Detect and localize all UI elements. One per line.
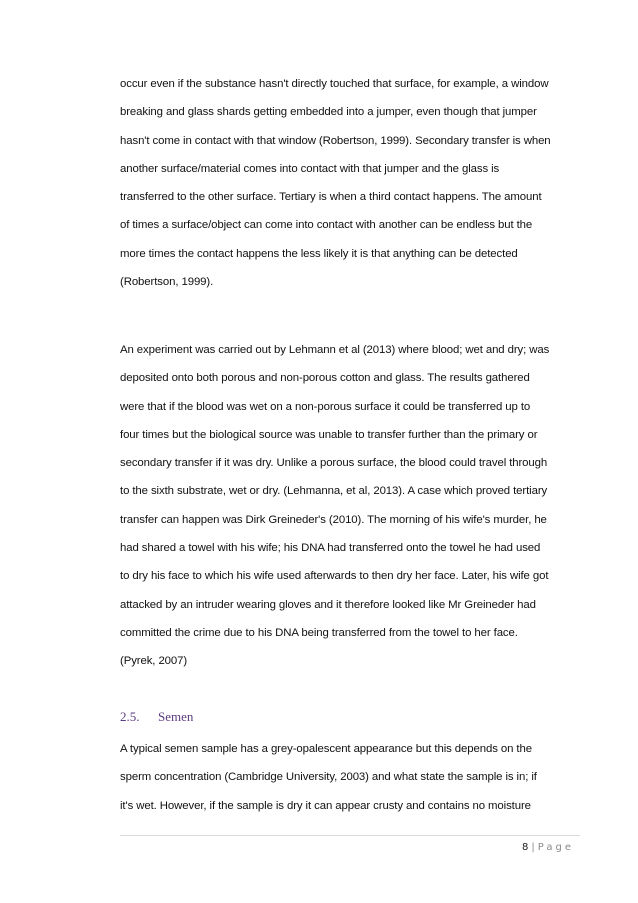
text-line: secondary transfer if it was dry. Unlike a porous surface, the blood could travel through — [120, 457, 548, 470]
text-line: to dry his face to which his wife used afterwards to then dry her face. Later, his wife got — [120, 570, 549, 583]
text-line: committed the crime due to his DNA being transferred from the towel to her face. — [120, 626, 518, 639]
text-line: deposited onto both porous and non-porous cotton and glass. The results gathered — [120, 372, 530, 385]
text-line: (Robertson, 1999). — [120, 276, 214, 289]
paragraph-lehmann-experiment — [120, 343, 580, 683]
text-line: four times but the biological source was unable to transfer further than the primary or — [120, 428, 538, 441]
text-line: were that if the blood was wet on a non-porous surface it could be transferred up to — [120, 400, 531, 413]
page-label: Page — [537, 842, 574, 853]
section-title: Semen — [158, 709, 194, 724]
paragraph-transfer-types — [120, 77, 580, 303]
page-footer — [522, 842, 574, 853]
text-line: occur even if the substance hasn't directly touched that surface, for example, a window — [120, 78, 549, 90]
text-line: attacked by an intruder wearing gloves and it therefore looked like Mr Greineder had — [120, 598, 536, 611]
page-number: 8 — [522, 842, 529, 853]
footer-divider — [120, 835, 580, 836]
text-line: transferred to the other surface. Tertiary is when a third contact happens. The amount — [120, 191, 542, 204]
text-line: transfer can happen was Dirk Greineder's (2010). The morning of his wife's murder, he — [120, 513, 547, 526]
text-line: sperm concentration (Cambridge University, 2003) and what state the sample is in; if — [120, 771, 537, 784]
text-line: it's wet. However, if the sample is dry it can appear crusty and contains no moisture — [120, 799, 531, 812]
text-line: had shared a towel with his wife; his DNA had transferred onto the towel he had used — [120, 542, 541, 555]
section-heading — [120, 709, 193, 725]
text-line: breaking and glass shards getting embedded into a jumper, even though that jumper — [120, 106, 537, 119]
text-line: (Pyrek, 2007) — [120, 655, 188, 668]
text-line: A typical semen sample has a grey-opalescent appearance but this depends on the — [120, 743, 532, 755]
text-line: more times the contact happens the less likely it is that anything can be detected — [120, 247, 518, 260]
text-line: hasn't come in contact with that window (Robertson, 1999). Secondary transfer is when — [120, 134, 551, 147]
text-line: of times a surface/object can come into contact with another can be endless but the — [120, 219, 533, 232]
text-line: to the sixth substrate, wet or dry. (Lehmanna, et al, 2013). A case which proved tertiary — [120, 485, 548, 498]
text-line: another surface/material comes into contact with that jumper and the glass is — [120, 162, 500, 175]
paragraph-semen — [120, 742, 580, 827]
footer-separator: | — [531, 842, 535, 853]
text-line: An experiment was carried out by Lehmann et al (2013) where blood; wet and dry; was — [120, 344, 550, 356]
section-number: 2.5. — [120, 709, 140, 724]
